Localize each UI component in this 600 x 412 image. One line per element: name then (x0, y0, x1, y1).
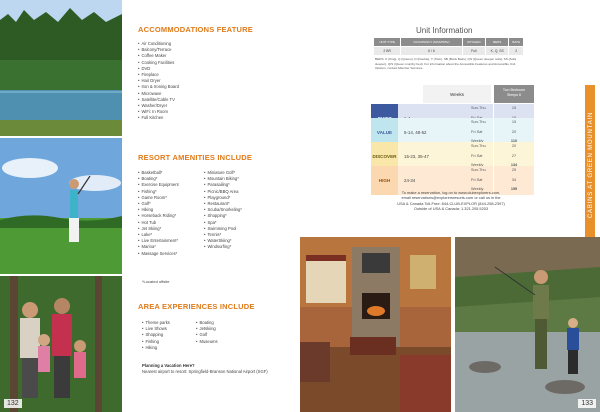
list-item: • Washer/Dryer (138, 103, 268, 109)
table-cell: K, Q, SS (486, 47, 509, 56)
unit-column-subtitle: Sleeps 6 (507, 93, 521, 97)
table-header: OCCUPANCY (MAX/PRIV) (401, 38, 462, 47)
list-item: • Boating (196, 320, 256, 326)
unit-column-header (494, 85, 534, 103)
list-item: • Iron & Ironing Board (138, 84, 268, 90)
list-item: • Live Entertainment* (138, 238, 196, 244)
season-weeks: 15-23, 35-47 (398, 142, 467, 171)
price-value: 15 (511, 120, 517, 124)
list-item: • Picnic/BBQ Area (204, 189, 274, 195)
accommodations-heading: ACCOMMODATIONS FEATURE (138, 25, 253, 34)
list-item: • Balcony/Terrace (138, 47, 268, 53)
day-label: Sun-Thu (471, 120, 486, 124)
season-label: VALUE (371, 118, 398, 147)
list-item: • Hot Tub (138, 220, 196, 226)
area-list-left (142, 320, 192, 351)
amenities-list-right (204, 170, 274, 251)
amenities-heading: RESORT AMENITIES INCLUDE (138, 153, 253, 162)
lake-forest-photo (0, 0, 122, 136)
unit-info-notes: BEDS: K (King), Q (Queen), D (Double), T (Twin), SB (Bunk Beds), QS (Queen sleeper sofa), SS (Sofa sleeper), Q/S (Queen murphy bed). For information about the Accessible Features and Accessible Unit Options, contact Member Services. (375, 57, 517, 71)
day-label: Fri-Sat (471, 153, 483, 158)
list-item: • Shopping* (204, 213, 274, 219)
price-value: 34 (511, 177, 517, 182)
list-item: • Museums (196, 339, 256, 345)
contact-line: Outside of USA & Canada: 1.321.205.5203 (413, 206, 489, 212)
list-item: • Hiking (138, 207, 196, 213)
accommodations-list (138, 41, 268, 122)
price-value: 20 (511, 144, 517, 148)
list-item: • Air Conditioning (138, 41, 268, 47)
list-item: • Shopping (142, 332, 192, 338)
list-item: • Tennis* (204, 232, 274, 238)
rates-header (371, 85, 534, 103)
list-item: • Hair Dryer (138, 78, 268, 84)
list-item: • Cooking Facilities (138, 60, 268, 66)
list-item: • WaterSkiing* (204, 238, 274, 244)
list-item: • Horseback Riding* (138, 213, 196, 219)
list-item: • Golf* (138, 201, 196, 207)
left-photo-column (0, 0, 122, 412)
list-item: • Exercise Equipment (138, 182, 196, 188)
weeks-column-header: Weeks (423, 85, 491, 103)
list-item: • Swimming Pool (204, 226, 274, 232)
cabin-living-room-photo (300, 237, 451, 412)
page-number-left: 132 (4, 399, 22, 408)
amenities-list-left (138, 170, 196, 257)
father-son-fishing-photo (455, 237, 600, 412)
unit-column-title: Two Bedroom (502, 88, 526, 92)
table-header: KITCHEN (462, 38, 485, 47)
table-header-row (374, 38, 524, 47)
price-value: 15 (511, 106, 517, 110)
list-item: • Lake* (138, 232, 196, 238)
day-label: Sun-Thu (471, 144, 486, 148)
list-item: • Jet Skiing* (138, 226, 196, 232)
list-item: • Playground* (204, 195, 274, 201)
list-item: • Restaurant* (204, 201, 274, 207)
golfer-photo (0, 138, 122, 274)
list-item: • Windsurfing* (204, 244, 274, 250)
season-label: HIGH (371, 166, 398, 195)
contact-line: To make a reservation, log on to www.clubexplorers.com, (401, 190, 501, 195)
list-item: • DVD (138, 66, 268, 72)
table-cell: 2 (509, 47, 524, 56)
list-item: • Parasailing* (204, 182, 274, 188)
unit-info-title: Unit Information (416, 26, 473, 35)
list-item: • Hiking (142, 345, 192, 351)
day-label: Fri-Sat (471, 177, 483, 182)
day-label: Fri-Sat (471, 129, 483, 134)
list-item: • Game Room* (138, 195, 196, 201)
table-cell: 2 BR (374, 47, 401, 56)
table-row (374, 47, 524, 56)
nearest-airport-text: Nearest airport to resort: Springfield-Branson National Airport (SGF) (142, 369, 268, 374)
page-number-right: 133 (578, 399, 596, 408)
list-item: • Miniature Golf* (204, 170, 274, 176)
price-value: 27 (511, 153, 517, 158)
season-weeks: 24-34 (398, 166, 467, 195)
list-item: • Jetskiing (196, 326, 256, 332)
reservation-contact (372, 190, 530, 212)
table-cell: Full (462, 47, 485, 56)
list-item: • Golf (196, 332, 256, 338)
day-label: Sun-Thu (471, 106, 486, 110)
family-hiking-photo (0, 276, 122, 412)
list-item: • Scuba/Snorkeling* (204, 207, 274, 213)
price-value: 25 (511, 168, 517, 172)
list-item: • Satellite/Cable TV (138, 97, 268, 103)
list-item: • Boating* (138, 176, 196, 182)
day-label: Sun-Thu (471, 168, 486, 172)
offsite-footnote: *Located offsite (142, 279, 170, 284)
list-item: • Marina* (138, 244, 196, 250)
contact-line: USA & Canada Toll-Free: 844-CLUB-EXPLOR (844-258-2397) (397, 200, 505, 206)
resort-side-title: CABINS AT GREEN MOUNTAIN (588, 111, 594, 219)
area-experiences-heading: AREA EXPERIENCES INCLUDE (138, 302, 255, 311)
price-value: 20 (511, 129, 517, 134)
table-header: UNIT TYPE (374, 38, 401, 47)
list-item: • Fireplace (138, 72, 268, 78)
weekly-price: 195 (510, 187, 518, 192)
day-label: Weekly (471, 187, 484, 192)
area-list-right (196, 320, 256, 345)
list-item: • Massage Services* (138, 251, 196, 257)
list-item: • Fishing* (138, 189, 196, 195)
list-item: • Live Shows (142, 326, 192, 332)
table-cell: 6 / 6 (401, 47, 462, 56)
list-item: • Coffee Maker (138, 53, 268, 59)
list-item: • Spa* (204, 220, 274, 226)
season-weeks: 5-14, 48-52 (398, 118, 467, 147)
list-item: • Microwave (138, 91, 268, 97)
list-item: • Fishing (142, 339, 192, 345)
list-item: • Mountain Biking* (204, 176, 274, 182)
list-item: • Theme parks (142, 320, 192, 326)
list-item: • WiFi: In Room (138, 109, 268, 115)
list-item: • Full Kitchen (138, 115, 268, 121)
vacation-question: Planning a Vacation Here? (142, 363, 195, 368)
contact-line: email reservations@explorersresorts.com or call us in the (401, 195, 501, 201)
season-label: DISCOVER (371, 142, 398, 171)
list-item: • Basketball* (138, 170, 196, 176)
unit-info-table (373, 37, 524, 56)
table-header: BATH (509, 38, 524, 47)
table-header: BEDS (486, 38, 509, 47)
